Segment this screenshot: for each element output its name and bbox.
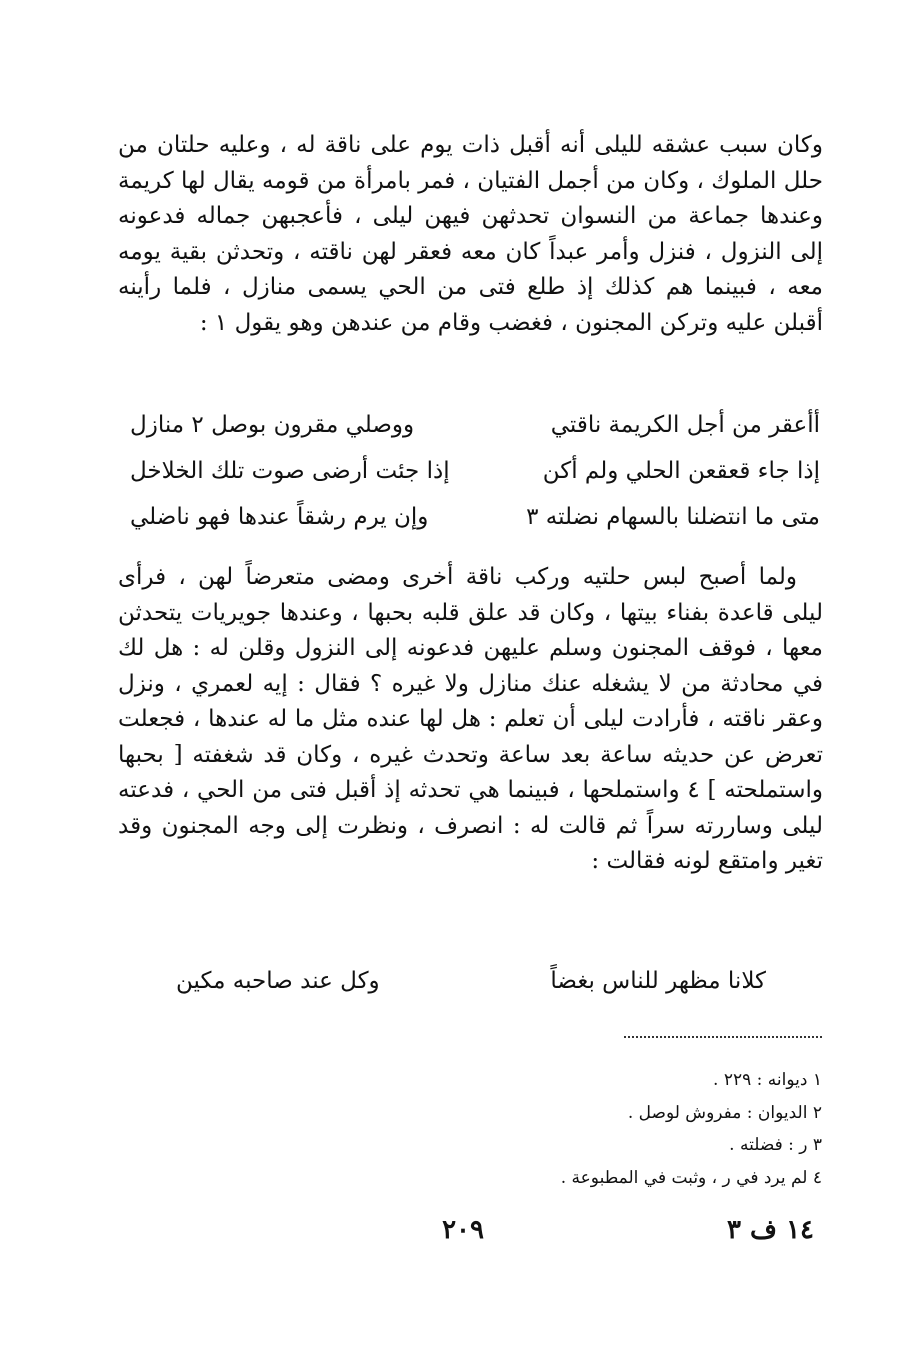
verse-second-hemistich: وإن يرم رشقاً عندها فهو ناضلي: [130, 504, 429, 530]
verse-line: [130, 494, 820, 540]
text-line: حلل الملوك ، وكان من أجمل الفتيان ، فمر بامرأة من قومه يقال لها كريمة: [118, 167, 823, 194]
verse-second-hemistich: إذا جئت أرضى صوت تلك الخلاخل: [130, 458, 450, 484]
text-line: معه ، فبينما هم كذلك إذ طلع فتى من الحي يسمى منازل ، فلما رأينه: [118, 274, 823, 300]
text-line: في محادثة من لا يشغله عنك منازل ولا غيره ؟ فقال : إيه لعمري ، ونزل: [118, 670, 823, 697]
verse-second-hemistich: وكل عند صاحبه مكين: [176, 968, 380, 994]
verse-line: [176, 958, 766, 1004]
verse-first-hemistich: متى ما انتضلنا بالسهام نضلته ٣: [526, 504, 820, 530]
footnote: ٢ الديوان : مفروش لوصل .: [627, 1102, 822, 1123]
footnotes: [561, 1064, 822, 1194]
verse-first-hemistich: إذا جاء قعقعن الحلي ولم أكن: [542, 458, 820, 484]
text-line: ولما أصبح لبس حلتيه وركب ناقة أخرى ومضى متعرضاً لهن ، فرأى: [118, 564, 797, 590]
footnote: ١ ديوانه : ٢٢٩ .: [713, 1070, 822, 1090]
text-line: وكان سبب عشقه لليلى أنه أقبل ذات يوم على ناقة له ، وعليه حلتان من: [118, 132, 823, 158]
verse-block-2: [176, 958, 766, 1004]
text-line: معها ، فوقف المجنون وسلم عليهن فدعونه إلى النزول وقلن له : هل لك: [118, 635, 823, 661]
text-line: تعرض عن حديثه ساعة بعد ساعة وتحدث غيره ، وكان قد شغفته [ بحبها: [118, 741, 823, 768]
text-line: إلى النزول ، فنزل وأمر عبداً كان معه فعقر لهن ناقته ، وتحدثن بقية يومه: [118, 238, 823, 265]
text-line: أقبلن عليه وتركن المجنون ، فغضب وقام من عندهن وهو يقول ١ :: [199, 309, 823, 336]
footnote: ٣ ر : فضلته .: [729, 1135, 822, 1155]
verse-block-1: [130, 402, 820, 540]
verse-first-hemistich: كلانا مظهر للناس بغضاً: [550, 968, 766, 994]
text-line: ليلى قاعدة بفناء بيتها ، وكان قد علق قلبه بحبها ، وعندها جويريات يتحدثن: [118, 599, 823, 626]
page-number: ٢٠٩: [442, 1215, 484, 1245]
verse-first-hemistich: أأعقر من أجل الكريمة ناقتي: [550, 412, 820, 438]
signature-mark: ١٤ ف ٣: [727, 1215, 814, 1245]
text-line: ليلى وساررته سراً ثم قالت له : انصرف ، ونظرت إلى وجه المجنون وقد: [118, 812, 823, 839]
text-line: واستملحته ] ٤ واستملحها ، فبينما هي تحدثه إذ أقبل فتى من الحي ، فدعته: [118, 777, 823, 803]
footnote: ٤ لم يرد في ر ، وثبت في المطبوعة .: [560, 1167, 822, 1188]
paragraph-1: [118, 128, 823, 341]
text-line: وعندها جماعة من النسوان تحدثهن فيهن ليلى ، فأعجبهن جماله فدعونه: [118, 203, 823, 229]
paragraph-2: [118, 560, 823, 880]
verse-line: [130, 402, 820, 448]
footnote-divider: [624, 1036, 822, 1038]
text-line: وعقر ناقته ، فأرادت ليلى أن تعلم : هل لها عنده مثل ما له عندها ، فجعلت: [118, 706, 823, 732]
text-line: تغير وامتقع لونه فقالت :: [591, 848, 823, 874]
verse-second-hemistich: ووصلي مقرون بوصل ٢ منازل: [130, 412, 415, 438]
verse-line: [130, 448, 820, 494]
